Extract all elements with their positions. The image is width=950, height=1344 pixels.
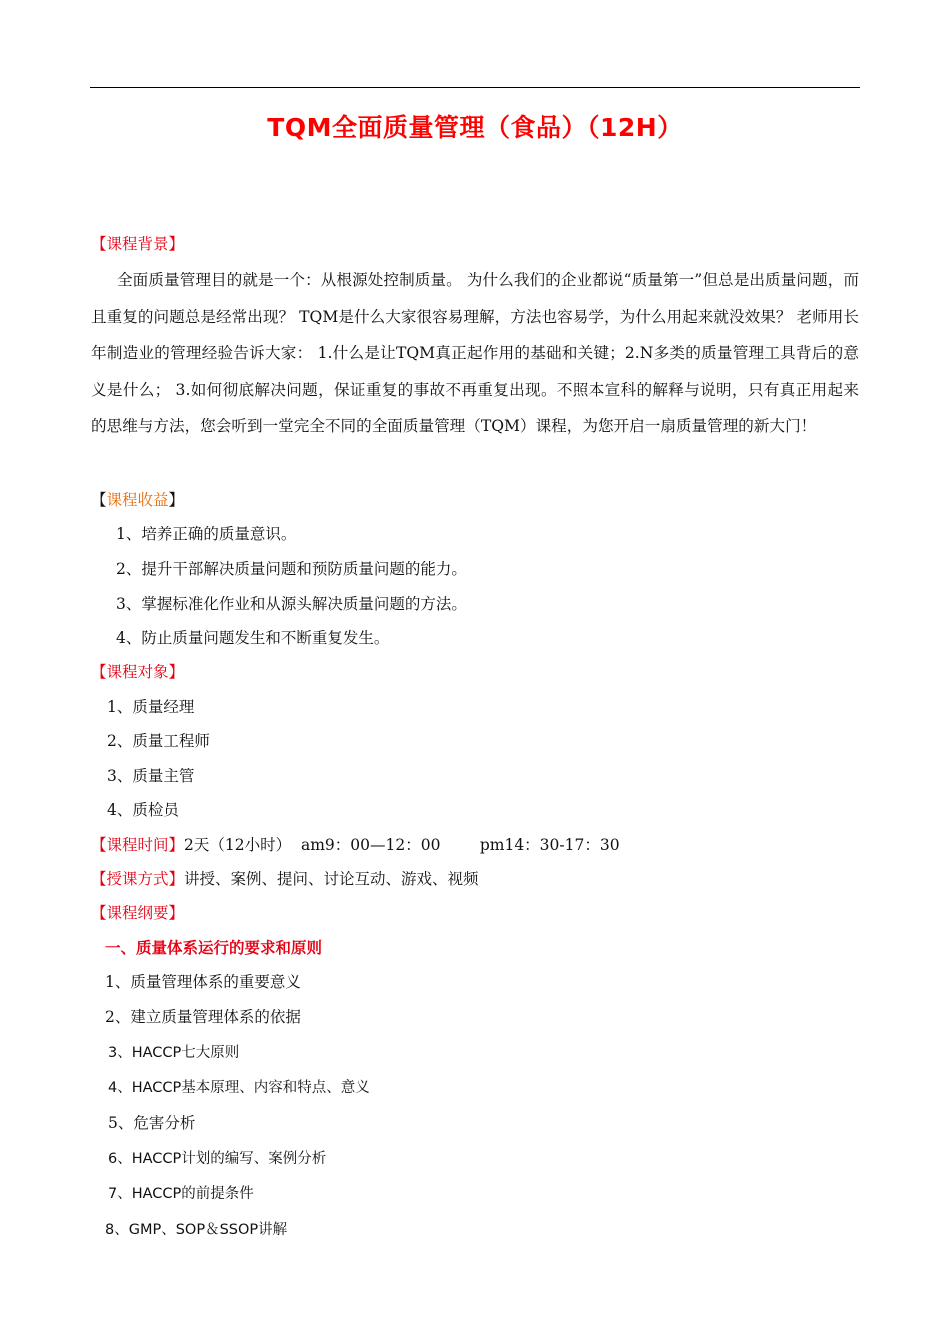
- method-heading: 【授课方式】: [91, 870, 185, 888]
- outline-item: 7、HACCP的前提条件: [108, 1186, 254, 1202]
- outline-item: 2、建立质量管理体系的依据: [105, 1008, 301, 1026]
- audience-item: 1、质量经理: [107, 698, 195, 716]
- background-text: 全面质量管理目的就是一个：从根源处控制质量。 为什么我们的企业都说“质量第一”但总是出质量问题，而且重复的问题总是经常出现？ TQM是什么大家很容易理解，方法也容易学，为什么用起来就没效果？ 老师用长年制造业的管理经验告诉大家： 1.什么是让TQM真正起作用的基础和关键；2.N多类的质量管理工具背后的意义是什么； 3.如何彻底解决问题，保证重复的事故不再重复出现。不照本宣科的解释与说明，只有真正用起来的思维与方法，您会听到一堂完全不同的全面质量管理（TQM）课程，为您开启一扇质量管理的新大门！: [91, 271, 859, 435]
- method-row: [91, 869, 479, 889]
- outline-item: 1、质量管理体系的重要意义: [105, 973, 301, 991]
- outline-item: 5、危害分析: [108, 1114, 196, 1132]
- outline-item: 4、HACCP基本原理、内容和特点、意义: [108, 1080, 370, 1096]
- time-row: [91, 835, 620, 855]
- outline-item: 8、GMP、SOP＆SSOP讲解: [105, 1222, 288, 1238]
- background-heading: 【课程背景】: [91, 235, 185, 253]
- benefit-item: 2、提升干部解决质量问题和预防质量问题的能力。: [116, 560, 467, 578]
- header-rule: [90, 87, 860, 88]
- audience-item: 4、质检员: [107, 801, 179, 819]
- benefit-item: 1、培养正确的质量意识。: [116, 525, 297, 543]
- benefit-item: 4、防止质量问题发生和不断重复发生。: [116, 629, 390, 647]
- outline-heading: 【课程纲要】: [91, 904, 185, 922]
- time-text: 2天（12小时） am9：00—12：00 pm14：30-17：30: [184, 836, 620, 854]
- benefits-heading: [91, 490, 184, 510]
- audience-item: 2、质量工程师: [107, 732, 210, 750]
- method-text: 讲授、案例、提问、讨论互动、游戏、视频: [184, 870, 479, 888]
- benefits-label: 课程收益: [106, 491, 169, 509]
- time-heading: 【课程时间】: [91, 836, 185, 854]
- page-title: TQM全面质量管理（食品）（12H）: [267, 113, 683, 142]
- outline-section-title: 一、质量体系运行的要求和原则: [105, 939, 323, 957]
- benefits-bracket-close: 】: [168, 491, 185, 509]
- outline-item: 3、HACCP七大原则: [108, 1045, 240, 1061]
- benefits-bracket-open: 【: [91, 491, 107, 509]
- outline-item: 6、HACCP计划的编写、案例分析: [108, 1151, 327, 1167]
- benefit-item: 3、掌握标准化作业和从源头解决质量问题的方法。: [116, 595, 467, 613]
- audience-heading: 【课程对象】: [91, 663, 185, 681]
- audience-item: 3、质量主管: [107, 767, 195, 785]
